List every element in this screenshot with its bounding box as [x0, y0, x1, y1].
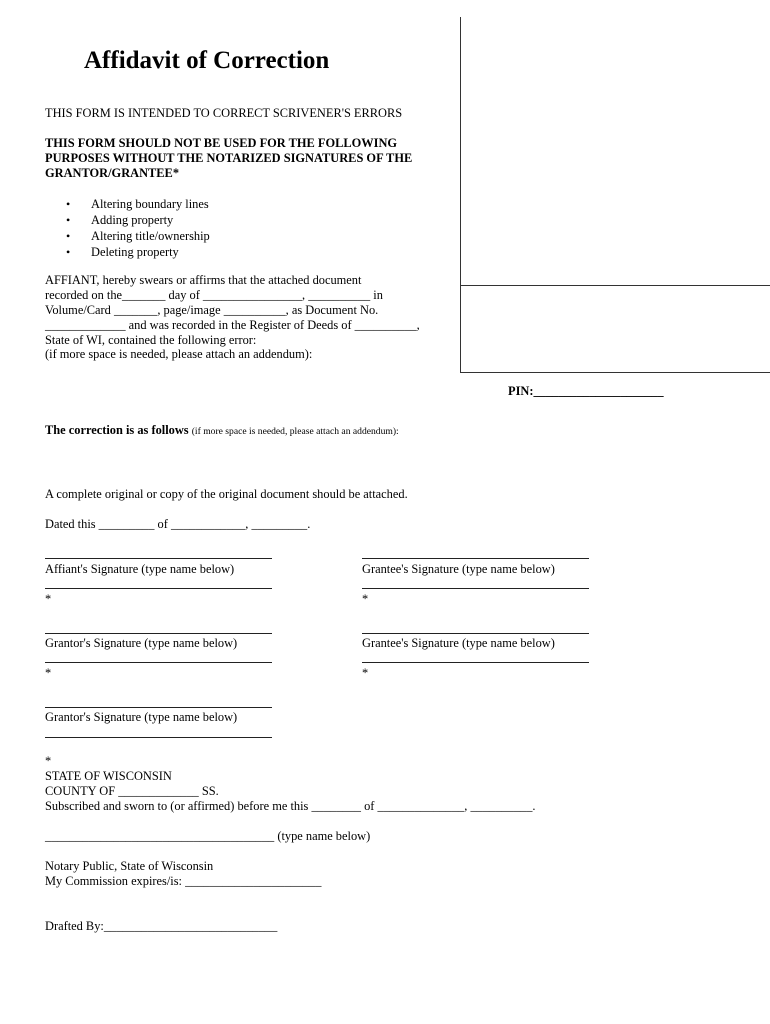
grantee1-star: * [362, 592, 369, 606]
warning-line: THIS FORM SHOULD NOT BE USED FOR THE FOLLOWING [45, 136, 398, 150]
grantor1-signature-line [45, 633, 272, 634]
grantee1-name-line [362, 588, 589, 589]
correction-heading [45, 423, 399, 439]
grantor2-star: * [45, 754, 52, 768]
dated-line: Dated this _________ of ____________, _________. [45, 517, 311, 531]
document-title: Affidavit of Correction [84, 47, 330, 74]
warning-line: PURPOSES WITHOUT THE NOTARIZED SIGNATURES OF THE [45, 151, 413, 165]
list-item: • Adding property [66, 212, 210, 228]
affiant-signature-label: Affiant's Signature (type name below) [45, 562, 235, 576]
grantee1-signature-label: Grantee's Signature (type name below) [362, 562, 555, 576]
list-item: • Deleting property [66, 244, 210, 260]
list-item: • Altering boundary lines [66, 196, 210, 212]
notary-subscribed: Subscribed and sworn to (or affirmed) before me this ________ of ______________, __________. [45, 799, 536, 813]
recording-area-vertical-rule [460, 17, 461, 373]
intro-text: THIS FORM IS INTENDED TO CORRECT SCRIVENER'S ERRORS [45, 106, 403, 120]
purpose-list [66, 196, 210, 260]
drafted-by: Drafted By:____________________________ [45, 919, 278, 933]
grantor1-name-line [45, 662, 272, 663]
grantee2-signature-line [362, 633, 589, 634]
affiant-line: _____________ and was recorded in the Register of Deeds of __________, [45, 318, 420, 332]
grantor2-name-line [45, 737, 272, 738]
grantee2-name-line [362, 662, 589, 663]
affiant-signature-line [45, 558, 272, 559]
list-item: • Altering title/ownership [66, 228, 210, 244]
notary-type-name: _____________________________________ (type name below) [45, 829, 371, 843]
recording-area-bottom-rule [460, 372, 770, 373]
notary-county: COUNTY OF _____________ SS. [45, 784, 219, 798]
grantee2-star: * [362, 666, 369, 680]
affiant-name-line [45, 588, 272, 589]
affiant-line: AFFIANT, hereby swears or affirms that the attached document [45, 273, 362, 287]
grantor2-signature-label: Grantor's Signature (type name below) [45, 710, 238, 724]
grantor2-signature-line [45, 707, 272, 708]
grantee1-signature-line [362, 558, 589, 559]
correction-label: The correction is as follows [45, 423, 189, 437]
pin-field: PIN:_____________________ [508, 384, 664, 398]
notary-public-label: Notary Public, State of Wisconsin [45, 859, 214, 873]
recording-area-middle-rule [460, 285, 770, 286]
correction-note: (if more space is needed, please attach an addendum): [191, 426, 399, 437]
affiant-note: (if more space is needed, please attach an addendum): [45, 347, 313, 361]
warning-line: GRANTOR/GRANTEE* [45, 166, 180, 180]
affiant-line: recorded on the_______ day of ________________, __________ in [45, 288, 383, 302]
grantor1-star: * [45, 666, 52, 680]
affiant-statement [45, 273, 420, 361]
affiant-line: State of WI, contained the following error: [45, 333, 257, 347]
notary-commission: My Commission expires/is: ______________________ [45, 874, 322, 888]
affiant-star: * [45, 592, 52, 606]
grantor1-signature-label: Grantor's Signature (type name below) [45, 636, 238, 650]
warning-text [45, 136, 412, 181]
notary-state: STATE OF WISCONSIN [45, 769, 172, 783]
attach-note: A complete original or copy of the original document should be attached. [45, 487, 408, 501]
affiant-line: Volume/Card _______, page/image __________, as Document No. [45, 303, 379, 317]
grantee2-signature-label: Grantee's Signature (type name below) [362, 636, 555, 650]
